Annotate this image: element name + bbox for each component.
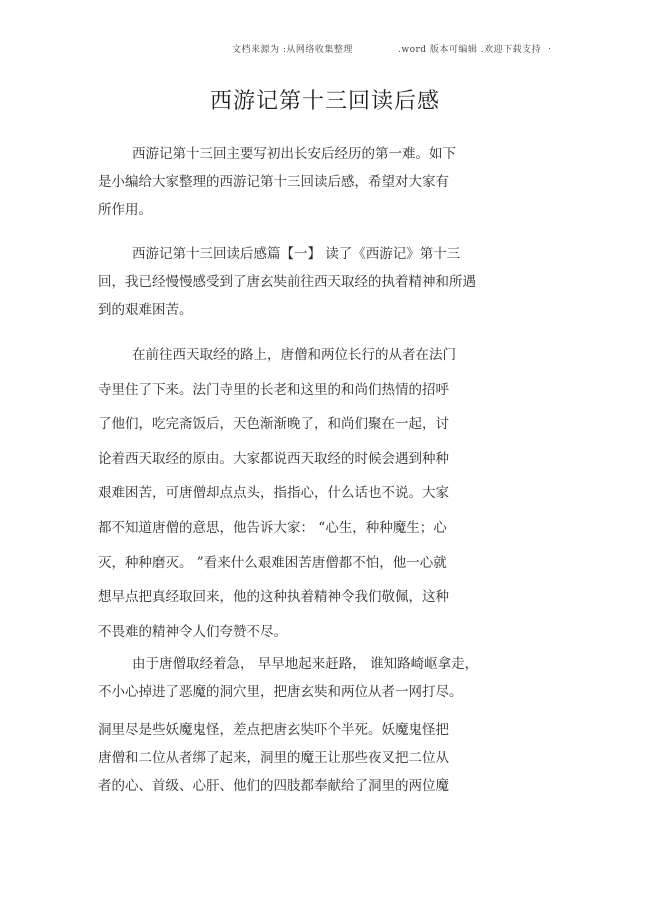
text-line: 是小编给大家整理的西游记第十三回读后感，希望对大家有 <box>98 174 449 190</box>
paragraph-famen-temple <box>98 338 538 649</box>
text-line: 西游记第十三回主要写初出长安后经历的第一难。如下 <box>132 146 456 162</box>
header-source-text: 文档来源为 :从网络收集整理 <box>232 45 353 55</box>
text-line: 论着西天取经的原由。大家都说西天取经的时候会遇到种种 <box>98 450 449 467</box>
text-line: 者的心、首级、心肝、他们的四肢都奉献给了洞里的两位魔 <box>98 778 449 794</box>
paragraph-demon-cave <box>98 650 538 706</box>
text-line: 想早点把真经取回来，他的这种执着精神令我们敬佩，这种 <box>98 589 449 606</box>
text-line: 灭，种种磨灭。 ”看来什么艰难困苦唐僧都不怕，他一心就 <box>98 554 447 571</box>
text-line: 西游记第十三回读后感篇【一】 读了《西游记》第十三 <box>132 246 461 262</box>
text-line: 不畏难的精神令人们夸赞不尽。 <box>98 623 287 640</box>
text-line: 都不知道唐僧的意思，他告诉大家： “心生，种种魔生；心 <box>98 519 447 536</box>
document-title: 西游记第十三回读后感 <box>209 89 440 114</box>
text-line: 艰难困苦，可唐僧却点点头，指指心，什么话也不说。大家 <box>98 485 449 502</box>
text-line: 不小心掉进了恶魔的洞穴里，把唐玄奘和两位从者一网打尽。 <box>98 684 463 700</box>
header-editable-text: .word 版本可编辑 .欢迎下载支持 <box>398 45 542 55</box>
text-line: 唐僧和二位从者绑了起来，洞里的魔王让那些夜叉把二位从 <box>98 750 449 766</box>
text-line: 所作用。 <box>98 202 152 218</box>
header-dot: . <box>548 42 552 52</box>
text-line: 洞里尽是些妖魔鬼怪，差点把唐玄奘吓个半死。妖魔鬼怪把 <box>98 722 449 738</box>
text-line: 了他们，吃完斋饭后，天色渐渐晚了，和尚们聚在一起，讨 <box>98 416 449 433</box>
text-line: 回，我已经慢慢感受到了唐玄奘前往西天取经的执着精神和所遇 <box>98 274 476 290</box>
paragraph-intro <box>98 140 538 224</box>
text-line: 寺里住了下来。法门寺里的长老和这里的和尚们热情的招呼 <box>98 381 449 398</box>
text-line: 由于唐僧取经着急， 早早地起来赶路， 谁知路崎岖拿走， <box>132 656 479 672</box>
paragraph-demons <box>98 716 538 800</box>
text-line: 到的艰难困苦。 <box>98 302 193 318</box>
text-line: 在前往西天取经的路上，唐僧和两位长行的从者在法门 <box>132 347 456 363</box>
paragraph-essay-one-intro <box>98 240 538 324</box>
